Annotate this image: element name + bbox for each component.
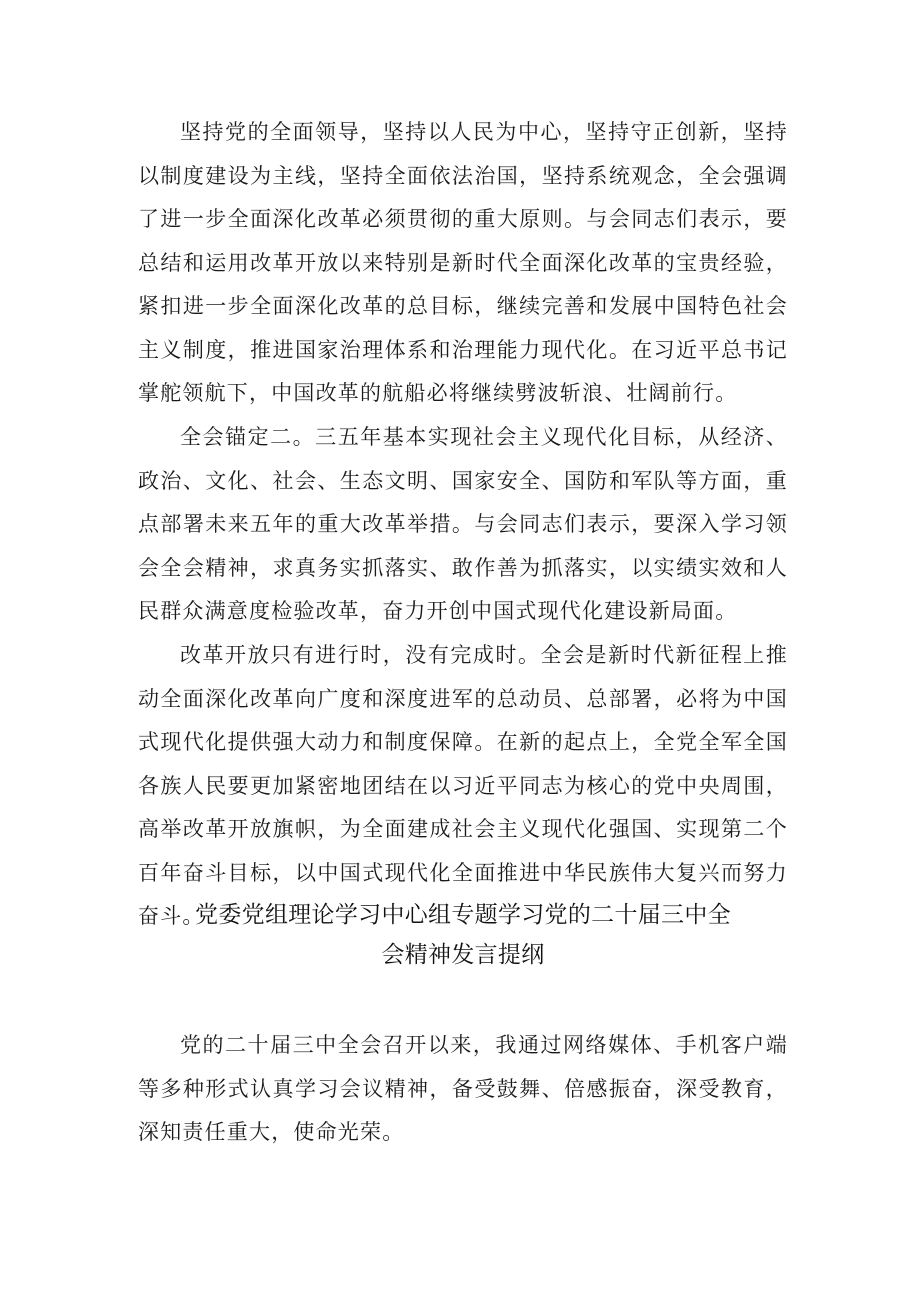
paragraph-reform: 改革开放只有进行时，没有完成时。全会是新时代新征程上推动全面深化改革向广度和深度进军的总动员、总部署，必将为中国式现代化提供强大动力和制度保障。在新的起点上，全党全军全国各族人民要更加紧密地团结在以习近平同志为核心的党中央周围，高举改革开放旗帜，为全面建成社会主义现代化强国、实现第二个百年奋斗目标，以中国式现代化全面推进中华民族伟大复兴而努力奋斗。 bbox=[138, 643, 788, 928]
paragraph-principles: 坚持党的全面领导，坚持以人民为中心，坚持守正创新，坚持以制度建设为主线，坚持全面依法治国，坚持系统观念，全会强调了进一步全面深化改革必须贯彻的重大原则。与会同志们表示，要总结和运用改革开放以来特别是新时代全面深化改革的宝贵经验，紧扣进一步全面深化改革的总目标，继续完善和发展中国特色社会主义制度，推进国家治理体系和治理能力现代化。在习近平总书记掌舵领航下，中国改革的航船必将继续劈波斩浪、壮阔前行。 bbox=[138, 120, 788, 405]
paragraph-intro: 党的二十届三中全会召开以来，我通过网络媒体、手机客户端等多种形式认真学习会议精神，备受鼓舞、倍感振奋，深受教育，深知责任重大，使命光荣。 bbox=[138, 1033, 788, 1144]
paragraph-goals: 全会锚定二。三五年基本实现社会主义现代化目标，从经济、政治、文化、社会、生态文明、国家安全、国防和军队等方面，重点部署未来五年的重大改革举措。与会同志们表示，要深入学习领会全会精神，求真务实抓落实、敢作善为抓落实，以实绩实效和人民群众满意度检验改革，奋力开创中国式现代化建设新局面。 bbox=[138, 425, 788, 623]
section-heading-line-2: 会精神发言提纲 bbox=[381, 942, 545, 968]
section-heading bbox=[138, 895, 788, 975]
section-heading-line-1: 党委党组理论学习中心组专题学习党的二十届三中全 bbox=[195, 902, 731, 928]
